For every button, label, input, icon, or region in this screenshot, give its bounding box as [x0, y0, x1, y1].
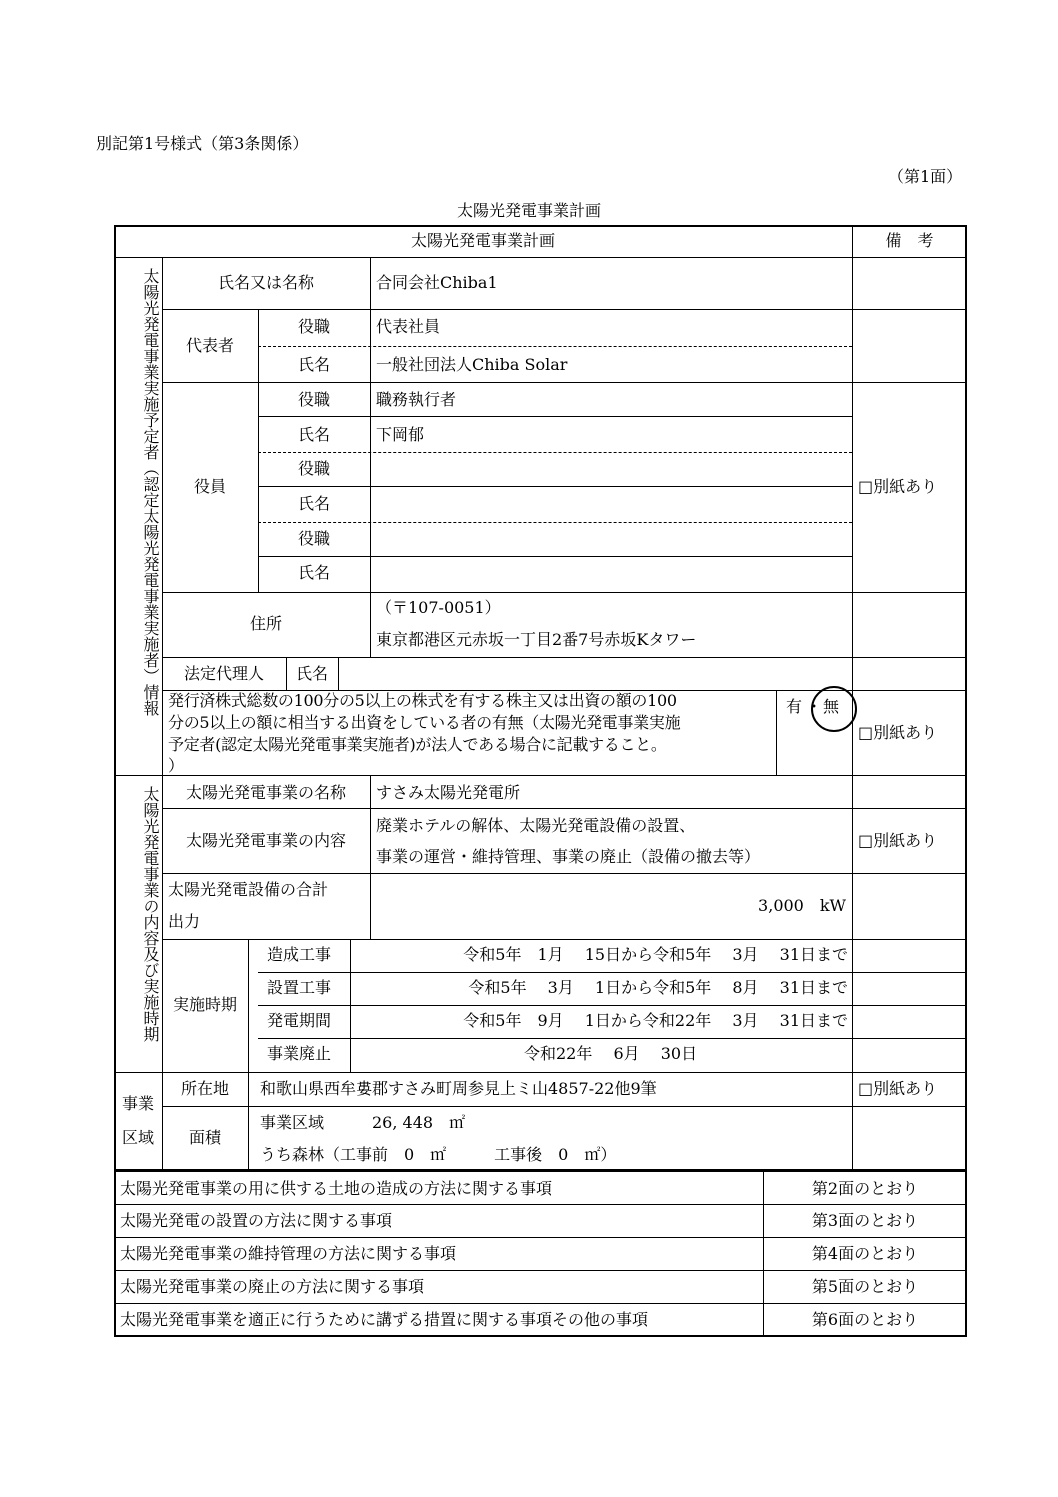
officer-title-label: 役職: [297, 459, 330, 478]
schedule-label: 実施時期: [172, 995, 237, 1014]
schedule-item-label: 設置工事: [266, 978, 331, 997]
section-item-label: 太陽光発電の設置の方法に関する事項: [120, 1211, 393, 1230]
operator-section-label: 太陽光発電事業実施予定者（認定太陽光発電事業実施者）情報: [141, 268, 160, 716]
officer-name-label: 氏名: [297, 494, 330, 513]
rep-name-label: 氏名: [297, 355, 330, 374]
business-content-label: 太陽光発電事業の内容: [185, 831, 346, 850]
document-title: 太陽光発電事業計画: [456, 201, 601, 220]
shareholder-question-line4: ）: [168, 756, 185, 775]
shareholder-remark: □別紙あり: [858, 723, 938, 742]
option-separator: ・: [806, 697, 823, 716]
schedule-item-value: 令和22年 6月 30日: [524, 1044, 698, 1063]
size-line1: 事業区域 26, 448 ㎡: [260, 1113, 466, 1132]
rep-name-value: 一般社団法人Chiba Solar: [376, 355, 568, 374]
location-label: 所在地: [180, 1079, 229, 1098]
name-label: 氏名又は名称: [217, 273, 314, 292]
section-item-label: 太陽光発電事業の廃止の方法に関する事項: [120, 1277, 425, 1296]
output-label-line2: 出力: [168, 912, 201, 931]
area-section-label-line1: 事業: [121, 1094, 154, 1113]
schedule-item-label: 造成工事: [266, 945, 331, 964]
schedule-item-value: 令和5年 9月 1日から令和22年 3月 31日まで: [463, 1011, 848, 1030]
schedule-item-label: 事業廃止: [266, 1044, 331, 1063]
location-value: 和歌山県西牟婁郡すさみ町周参見上ミ山4857-22他9筆: [260, 1079, 657, 1098]
officer-name-value: 下岡郁: [376, 425, 425, 444]
schedule-item-value: 令和5年 1月 15日から令和5年 3月 31日まで: [463, 945, 848, 964]
business-content-line2: 事業の運営・維持管理、事業の廃止（設備の撤去等）: [376, 847, 761, 866]
officer-title-value: 職務執行者: [376, 390, 457, 409]
section-item-ref: 第3面のとおり: [811, 1211, 919, 1230]
officers-remark: □別紙あり: [858, 477, 938, 496]
section-item-label: 太陽光発電事業の用に供する土地の造成の方法に関する事項: [120, 1179, 553, 1198]
area-section-label-line2: 区域: [121, 1128, 154, 1147]
officers-label: 役員: [193, 477, 226, 496]
postal-code: （〒107-0051）: [376, 598, 501, 617]
size-label: 面積: [188, 1128, 221, 1147]
representative-label: 代表者: [185, 336, 234, 355]
output-value: 3,000 kW: [758, 896, 846, 915]
section-item-ref: 第5面のとおり: [811, 1277, 919, 1296]
legal-representative-label: 法定代理人: [183, 664, 264, 683]
schedule-item-label: 発電期間: [266, 1011, 331, 1030]
business-section-label: 太陽光発電事業の内容及び実施時期: [141, 786, 160, 1042]
shareholder-question-line3: 予定者(認定太陽光発電事業実施者)が法人である場合に記載すること。: [168, 735, 667, 754]
output-label-line1: 太陽光発電設備の合計: [168, 880, 329, 899]
legal-rep-name-label: 氏名: [295, 664, 328, 683]
section-item-label: 太陽光発電事業を適正に行うために講ずる措置に関する事項その他の事項: [120, 1310, 649, 1329]
section-item-ref: 第4面のとおり: [811, 1244, 919, 1263]
address-value: 東京都港区元赤坂一丁目2番7号赤坂Kタワー: [376, 630, 697, 649]
officer-title-label: 役職: [297, 529, 330, 548]
business-name-label: 太陽光発電事業の名称: [185, 783, 346, 802]
location-remark: □別紙あり: [858, 1079, 938, 1098]
page-number: （第1面）: [888, 167, 963, 186]
shareholder-question-line2: 分の5以上の額に相当する出資をしている者の有無（太陽光発電事業実施: [168, 713, 681, 732]
officer-name-label: 氏名: [297, 425, 330, 444]
business-content-remark: □別紙あり: [858, 831, 938, 850]
section-item-ref: 第2面のとおり: [811, 1179, 919, 1198]
officer-name-label: 氏名: [297, 563, 330, 582]
business-name-value: すさみ太陽光発電所: [376, 783, 521, 802]
section-item-label: 太陽光発電事業の維持管理の方法に関する事項: [120, 1244, 457, 1263]
table-header-main: 太陽光発電事業計画: [410, 231, 555, 250]
address-label: 住所: [249, 614, 282, 633]
table-header-remarks: 備 考: [885, 231, 934, 250]
schedule-item-value: 令和5年 3月 1日から令和5年 8月 31日まで: [468, 978, 848, 997]
size-line2: うち森林（工事前 0 ㎡ 工事後 0 ㎡）: [260, 1145, 617, 1164]
shareholder-question-line1: 発行済株式総数の100分の5以上の株式を有する株主又は出資の額の100: [168, 691, 677, 710]
officer-title-label: 役職: [297, 390, 330, 409]
no-option: 無: [823, 697, 840, 716]
rep-title-label: 役職: [297, 317, 330, 336]
business-content-line1: 廃業ホテルの解体、太陽光発電設備の設置、: [376, 816, 696, 835]
name-value: 合同会社Chiba1: [376, 273, 498, 292]
rep-title-value: 代表社員: [376, 317, 441, 336]
form-label: 別記第1号様式（第3条関係）: [96, 134, 309, 153]
yes-option: 有: [786, 697, 803, 716]
section-item-ref: 第6面のとおり: [811, 1310, 919, 1329]
